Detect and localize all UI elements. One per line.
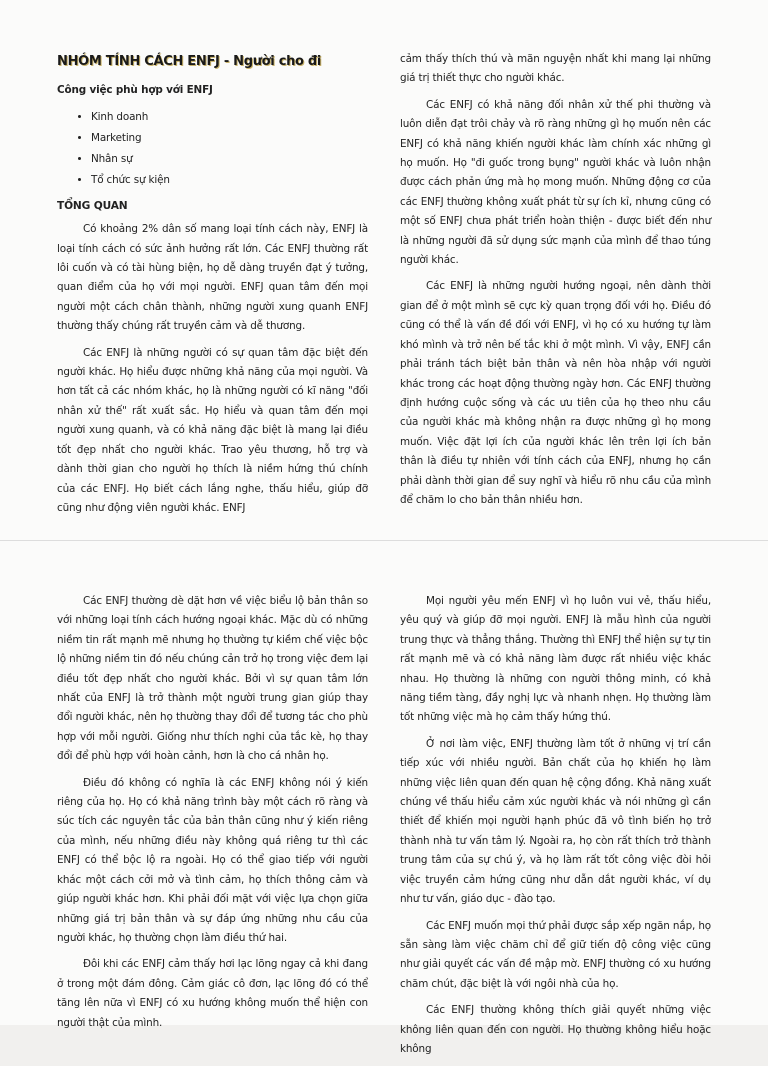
paragraph: Các ENFJ thường không thích giải quyết những việc không liên quan đến con người. Họ thường không hiểu hoặc không bbox=[400, 1004, 711, 1055]
document-title: NHÓM TÍNH CÁCH ENFJ - Người cho đi bbox=[57, 54, 322, 69]
job-item: • Marketing bbox=[91, 128, 368, 149]
job-item: • Tổ chức sự kiện bbox=[91, 170, 368, 191]
jobs-heading: Công việc phù hợp với ENFJ bbox=[57, 84, 213, 97]
top-left-column bbox=[57, 52, 368, 525]
paragraph: Có khoảng 2% dân số mang loại tính cách này, ENFJ là loại tính cách có sức ảnh hưởng rất lớn. Các ENFJ thường rất lôi cuốn và có tài hùng biện, họ dễ dàng truyền đạt ý tưởng, quan điểm của họ với mọi người. ENFJ quan tâm đến mọi người một cách chân thành, những người xung quanh ENFJ thường thấy chúng rất truyền cảm và dễ thương. bbox=[57, 223, 368, 333]
paragraph: Các ENFJ có khả năng đối nhân xử thế phi thường và luôn diễn đạt trôi chảy và rõ ràng những gì họ muốn nên các ENFJ có khả năng khiến người khác làm chính xác những gì họ muốn. Họ "đi guốc trong bụng" người khác và luôn nhận được cách phản ứng mà họ mong muốn. Những động cơ của các ENFJ thường không xuất phát từ sự ích kỉ, nhưng cũng có một số ENFJ chưa phát triển hoàn thiện - được biết đến như là những người đã sử dụng sức mạnh của mình để thao túng người khác. bbox=[400, 98, 711, 267]
bottom-right-column bbox=[400, 592, 711, 1066]
job-item: • Kinh doanh bbox=[91, 107, 368, 128]
paragraph: Các ENFJ thường dè dặt hơn về việc biểu lộ bản thân so với những loại tính cách hướng ngoại khác. Mặc dù có những niềm tin rất mạnh mẽ nhưng họ thường tự kiềm chế việc bộc lộ những niềm tin đó nếu chúng cản trở họ trong việc đem lại điều tốt đẹp nhất cho người khác. Bởi vì sự quan tâm lớn nhất của ENFJ là trở thành một người trung gian giúp thay đổi người khác, nên họ thường thay đổi để tương tác cho phù hợp với mỗi người. Giống như thích nghi của tắc kè, họ thay đổi để phù hợp với hoàn cảnh, hơn là cho cá nhân họ. bbox=[57, 595, 368, 763]
bottom-left-column bbox=[57, 592, 368, 1040]
paragraph: cảm thấy thích thú và mãn nguyện nhất khi mang lại những giá trị thiết thực cho người khác. bbox=[400, 53, 711, 85]
jobs-list bbox=[57, 107, 368, 191]
paragraph: Mọi người yêu mến ENFJ vì họ luôn vui vẻ, thấu hiểu, yêu quý và giúp đỡ mọi người. ENFJ là mẫu hình của người trung thực và thẳng thắng. Thường thì ENFJ thể hiện sự tự tin rất mạnh mẽ và có khả năng làm được rất nhiều việc khác nhau. Họ thường là những con người thông minh, có khả năng tiềm tàng, đầy nghị lực và nhanh nhẹn. Họ thường làm tốt những việc mà họ cảm thấy hứng thú. bbox=[400, 595, 711, 724]
paragraph: Điều đó không có nghĩa là các ENFJ không nói ý kiến riêng của họ. Họ có khả năng trình bày một cách rõ ràng và súc tích các nguyên tắc của bản thân cũng như ý kiến riêng của mình, nếu những điều này không quá riêng tư thì các ENFJ có thể bộc lộ ra ngoài. Họ có thể giao tiếp với người khác một cách cởi mở và tình cảm, họ thích thông cảm và giúp người khác hơn. Khi phải đối mặt với việc lựa chọn giữa những giá trị bản thân và sự đáp ứng những nhu cầu của người khác, họ thường chọn làm điều thứ hai. bbox=[57, 776, 368, 944]
job-item: • Nhân sự bbox=[91, 149, 368, 170]
top-right-column bbox=[400, 50, 711, 517]
paragraph: Các ENFJ muốn mọi thứ phải được sắp xếp ngăn nắp, họ sẵn sàng làm việc chăm chỉ để giữ tiến độ công việc cũng như giải quyết các vấn đề mập mờ. ENFJ thường có xu hướng chăm chút, đặc biệt là với ngôi nhà của họ. bbox=[400, 919, 711, 990]
overview-heading: TỔNG QUAN bbox=[57, 199, 128, 212]
paragraph: Đôi khi các ENFJ cảm thấy hơi lạc lõng ngay cả khi đang ở trong một đám đông. Cảm giác cô đơn, lạc lõng đó có thể tăng lên nữa vì ENFJ có xu hướng không muốn thể hiện con người thật của mình. bbox=[57, 958, 368, 1029]
paragraph: Ở nơi làm việc, ENFJ thường làm tốt ở những vị trí cần tiếp xúc với nhiều người. Bản chất của họ khiến họ làm những việc liên quan đến quan hệ cộng đồng. Khả năng xuất chúng về thấu hiểu cảm xúc người khác và nói những gì cần thiết để khiến mọi người hạnh phúc đã vô tình biến họ trở thành nhà tư vấn tâm lý. Ngoài ra, họ còn rất thích trở thành trung tâm của sự chú ý, và họ làm rất tốt công việc đòi hỏi việc truyền cảm hứng cũng như dẫn dắt người khác, ví dụ như tư vấn, giáo dục - đào tạo. bbox=[400, 737, 711, 906]
paragraph: Các ENFJ là những người hướng ngoại, nên dành thời gian để ở một mình sẽ cực kỳ quan trọng đối với họ. Điều đó cũng có thể là vấn đề đối với ENFJ, vì họ có xu hướng tự làm khó mình và trở nên bế tắc khi ở một mình. Vì vậy, ENFJ cần phải tránh tách biệt bản thân và nên hòa nhập với người khác trong các hoạt động thường ngày hơn. Các ENFJ thường định hướng cuộc sống và các ưu tiên của họ theo nhu cầu của người khác mà không nhận ra được những gì họ mong muốn. Việc đặt lợi ích của người khác lên trên lợi ích bản thân là điều tự nhiên với tính cách của ENFJ, nhưng họ cần phải dành thời gian để suy nghĩ và hiểu rõ nhu cầu của mình để chăm lo cho bản thân nhiều hơn. bbox=[400, 280, 711, 506]
paragraph: Các ENFJ là những người có sự quan tâm đặc biệt đến người khác. Họ hiểu được những khả năng của mọi người. Và hơn tất cả các nhóm khác, họ là những người có kĩ năng "đối nhân xử thế" rất xuất sắc. Họ hiểu và quan tâm đến mọi người xung quanh, và có khả năng đặc biệt là mang lại điều tốt đẹp nhất cho người khác. Trao yêu thương, hỗ trợ và dành thời gian cho người họ thích là niềm hứng thú chính của các ENFJ. Họ biết cách lắng nghe, thấu hiểu, giúp đỡ cũng như động viên người khác. ENFJ bbox=[57, 346, 368, 514]
